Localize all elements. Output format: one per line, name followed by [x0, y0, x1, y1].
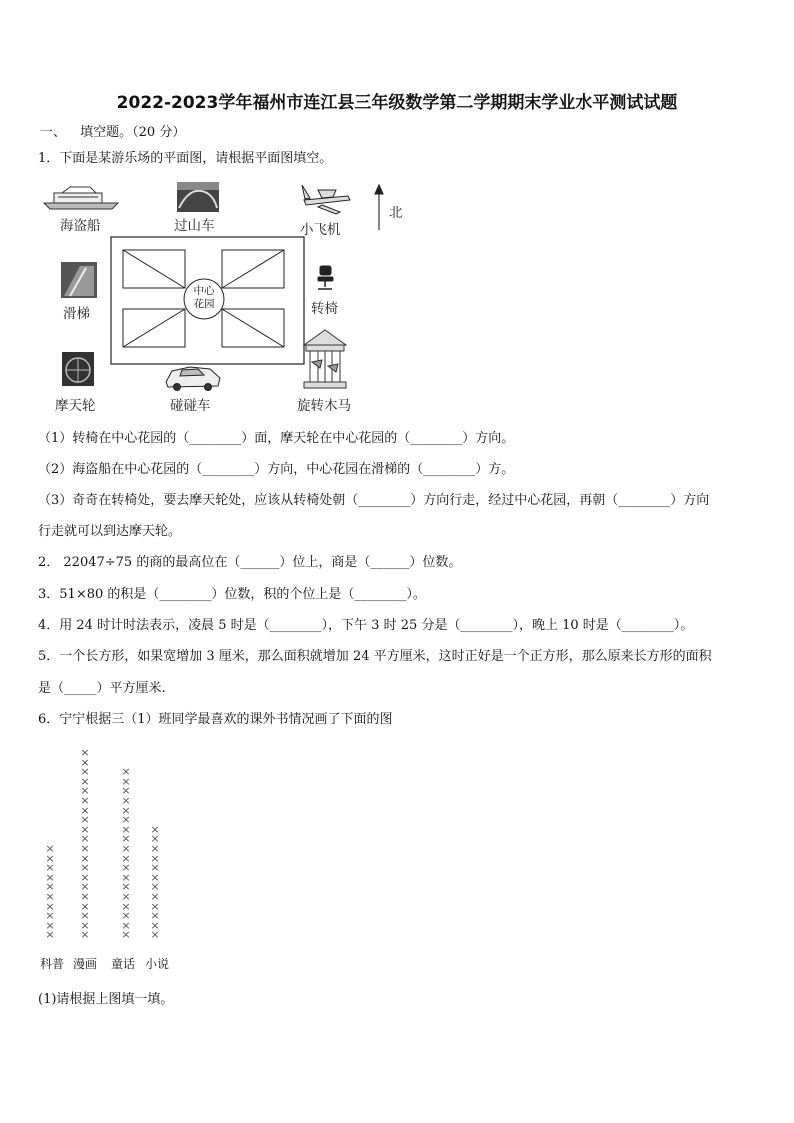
q1-sub1: （1）转椅在中心花园的（________）面，摩天轮在中心花园的（________）方向。: [38, 431, 515, 446]
chart-mark: ×: [45, 842, 55, 855]
chart-mark: ×: [80, 803, 90, 817]
category-label-1: 漫画: [73, 957, 98, 971]
q1-sub3-line1: （3）奇奇在转椅处，要去摩天轮处，应该从转椅处朝（________）方向行走，经过中心花园，再朝（________）方向: [38, 493, 710, 508]
chart-mark: ×: [150, 870, 160, 884]
question-5-line2: 是（_____）平方厘米.: [38, 681, 166, 696]
chart-mark: ×: [80, 899, 90, 913]
place-label-plane: 小飞机: [300, 222, 341, 238]
chart-column-0: [43, 844, 57, 940]
chart-mark: ×: [121, 880, 131, 894]
chart-mark: ×: [80, 765, 90, 779]
chart-mark: ×: [80, 909, 90, 923]
ferris-wheel-icon: [62, 352, 94, 386]
chart-mark: ×: [45, 918, 55, 932]
chart-mark: ×: [45, 928, 55, 942]
chart-mark: ×: [80, 889, 90, 903]
page-title: 2022-2023学年福州市连江县三年级数学第二学期期末学业水平测试试题: [116, 93, 678, 113]
question-4: 4．用 24 时计时法表示，凌晨 5 时是（________），下午 3 时 25 分是（________），晚上 10 时是（________）。: [38, 618, 694, 633]
chart-mark: ×: [121, 928, 131, 942]
chart-mark: ×: [80, 822, 90, 836]
chart-mark: ×: [80, 870, 90, 884]
center-garden-line1: 中心: [193, 285, 215, 297]
chart-mark: ×: [150, 899, 160, 913]
question-3: 3．51×80 的积是（________）位数，积的个位上是（________）。: [38, 587, 426, 602]
chart-mark: ×: [80, 746, 90, 759]
place-label-chair: 转椅: [311, 301, 338, 317]
q1-sub2: （2）海盗船在中心花园的（________）方向，中心花园在滑梯的（________）方。: [38, 462, 515, 477]
question-5-line1: 5．一个长方形，如果宽增加 3 厘米，那么面积就增加 24 平方厘米，这时正好是一个正方形，那么原来长方形的面积: [38, 649, 712, 664]
chart-mark: ×: [45, 909, 55, 923]
chart-mark: ×: [121, 851, 131, 865]
chart-mark: ×: [45, 851, 55, 865]
section-index: 一、: [40, 125, 67, 140]
chart-mark: ×: [121, 841, 131, 855]
place-label-pirate-ship: 海盗船: [60, 218, 101, 234]
chart-mark: ×: [150, 832, 160, 846]
q1-sub3-line2: 行走就可以到达摩天轮。: [38, 524, 182, 539]
chart-mark: ×: [80, 880, 90, 894]
chart-mark: ×: [150, 822, 160, 836]
chart-mark: ×: [80, 755, 90, 769]
chart-mark: ×: [121, 870, 131, 884]
chart-column-2: [119, 767, 133, 940]
north-arrow-icon: [375, 185, 383, 230]
chart-mark: ×: [80, 774, 90, 788]
chart-mark: ×: [121, 889, 131, 903]
center-garden-line2: 花园: [193, 298, 215, 310]
category-label-0: 科普: [40, 957, 65, 971]
chart-mark: ×: [150, 880, 160, 894]
chart-mark: ×: [80, 918, 90, 932]
chart-mark: ×: [80, 832, 90, 846]
chart-mark: ×: [121, 774, 131, 788]
chart-mark: ×: [121, 803, 131, 817]
place-label-carousel: 旋转木马: [297, 398, 351, 414]
category-label-3: 小说: [145, 957, 170, 971]
place-label-coaster: 过山车: [174, 218, 215, 234]
question-1-text: 1．下面是某游乐场的平面图，请根据平面图填空。: [38, 151, 333, 166]
center-garden-label: [191, 285, 217, 311]
place-label-wheel: 摩天轮: [55, 398, 96, 414]
chart-mark: ×: [80, 851, 90, 865]
chart-mark: ×: [80, 793, 90, 807]
chart-mark: ×: [121, 861, 131, 875]
question-2: 2． 22047÷75 的商的最高位在（______）位上，商是（______）位数。: [38, 555, 462, 570]
chart-mark: ×: [121, 813, 131, 827]
chart-mark: ×: [150, 928, 160, 942]
chart-mark: ×: [121, 918, 131, 932]
chart-mark: ×: [121, 822, 131, 836]
plane-icon: [302, 185, 350, 214]
chart-mark: ×: [45, 889, 55, 903]
chart-mark: ×: [45, 880, 55, 894]
chart-mark: ×: [121, 909, 131, 923]
chair-icon: [318, 266, 333, 289]
chart-mark: ×: [80, 928, 90, 942]
chart-mark: ×: [121, 832, 131, 846]
chart-column-3: [148, 822, 162, 942]
chart-mark: ×: [80, 861, 90, 875]
coaster-icon: [177, 182, 219, 212]
carousel-icon: [304, 330, 346, 388]
chart-mark: ×: [150, 918, 160, 932]
chart-mark: ×: [45, 861, 55, 875]
pirate-ship-icon: [44, 187, 118, 209]
chart-mark: ×: [121, 793, 131, 807]
question-6-text: 6．宁宁根据三（1）班同学最喜欢的课外书情况画了下面的图: [38, 712, 393, 727]
chart-mark: ×: [121, 765, 131, 779]
chart-mark: ×: [150, 861, 160, 875]
bumper-car-icon: [166, 367, 220, 391]
chart-mark: ×: [150, 841, 160, 855]
question-6-sub1: (1)请根据上图填一填。: [38, 992, 174, 1007]
chart-mark: ×: [150, 851, 160, 865]
north-label: 北: [389, 205, 403, 221]
chart-mark: ×: [80, 784, 90, 798]
category-label-2: 童话: [111, 957, 136, 971]
chart-mark: ×: [80, 813, 90, 827]
chart-column-1: [78, 748, 92, 940]
chart-mark: ×: [150, 889, 160, 903]
chart-mark: ×: [121, 899, 131, 913]
section-label: 填空题。（20 分）: [80, 125, 186, 140]
chart-mark: ×: [80, 841, 90, 855]
slide-icon: [61, 262, 97, 298]
chart-mark: ×: [45, 870, 55, 884]
place-label-bumper: 碰碰车: [170, 398, 211, 414]
chart-mark: ×: [121, 784, 131, 798]
place-label-slide: 滑梯: [63, 306, 90, 322]
chart-mark: ×: [150, 909, 160, 923]
chart-mark: ×: [45, 899, 55, 913]
